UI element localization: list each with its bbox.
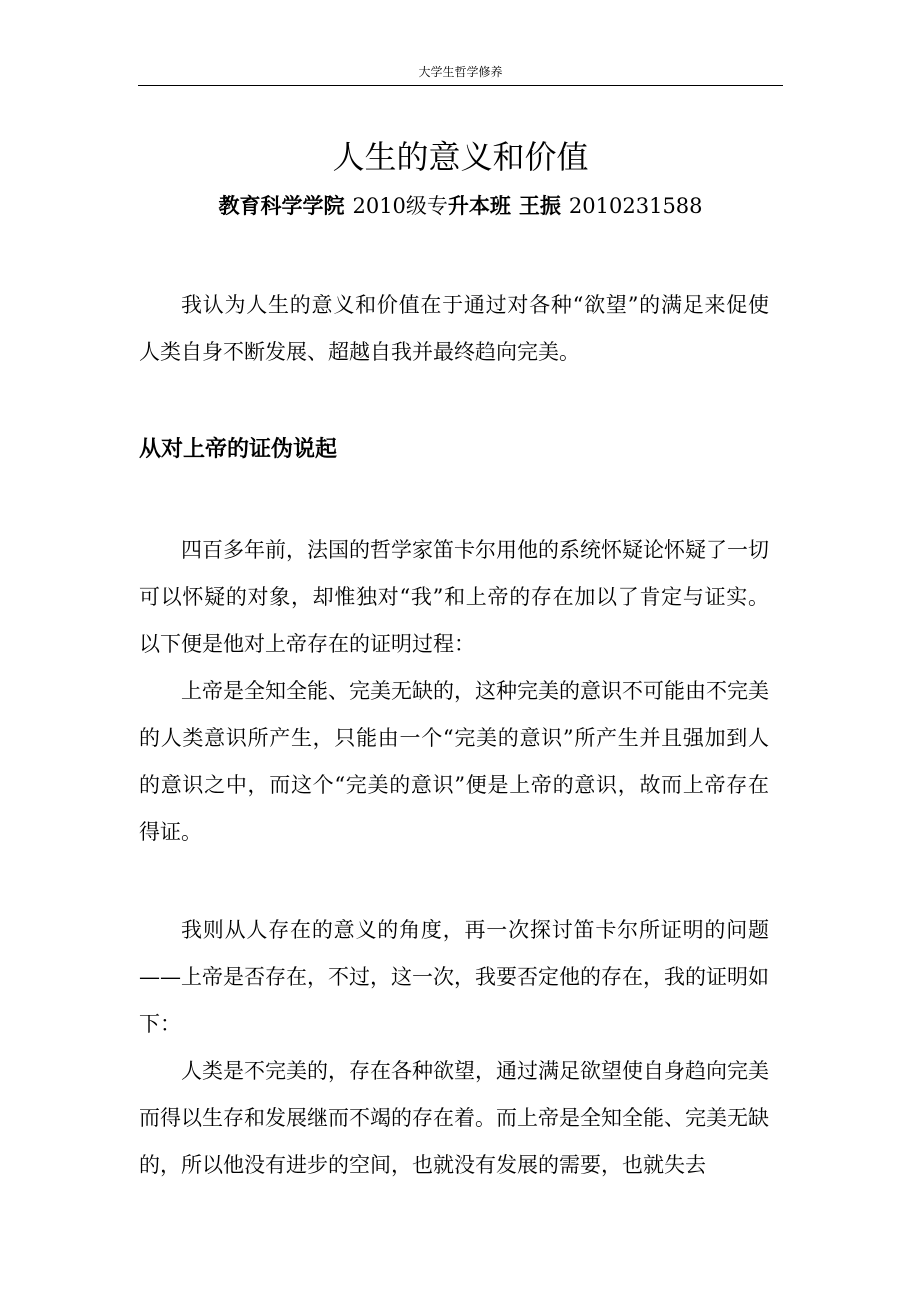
byline-author: 王振 <box>518 194 561 218</box>
byline-level-b: 升本班 <box>447 194 511 218</box>
byline-level-a: 级专 <box>405 194 448 218</box>
byline-college: 教育科学学院 <box>218 194 345 218</box>
author-byline <box>138 191 783 221</box>
body-paragraph: 我则从人存在的意义的角度，再一次探讨笛卡尔所证明的问题——上帝是否存在，不过，这一次，我要否定他的存在，我的证明如下： <box>139 918 769 1036</box>
body-paragraph: 人类是不完美的，存在各种欲望，通过满足欲望使自身趋向完美而得以生存和发展继而不竭的存在着。而上帝是全知全能、完美无缺的，所以他没有进步的空间，也就没有发展的需要，也就失去 <box>139 1059 769 1177</box>
intro-paragraph: 我认为人生的意义和价值在于通过对各种“欲望”的满足来促使人类自身不断发展、超越自我并最终趋向完美。 <box>139 293 769 364</box>
document-title: 人生的意义和价值 <box>332 138 589 177</box>
body-paragraph: 四百多年前，法国的哲学家笛卡尔用他的系统怀疑论怀疑了一切可以怀疑的对象，却惟独对“我”和上帝的存在加以了肯定与证实。以下便是他对上帝存在的证明过程： <box>139 538 769 656</box>
body-paragraph: 上帝是全知全能、完美无缺的，这种完美的意识不可能由不完美的人类意识所产生，只能由一个“完美的意识”所产生并且强加到人的意识之中，而这个“完美的意识”便是上帝的意识，故而上帝存在得证。 <box>139 679 769 844</box>
section-heading: 从对上帝的证伪说起 <box>139 437 338 462</box>
header-rule <box>138 85 783 86</box>
byline-student-id: 2010231588 <box>568 194 703 218</box>
running-header: 大学生哲学修养 <box>418 65 503 79</box>
byline-year: 2010 <box>352 194 406 218</box>
